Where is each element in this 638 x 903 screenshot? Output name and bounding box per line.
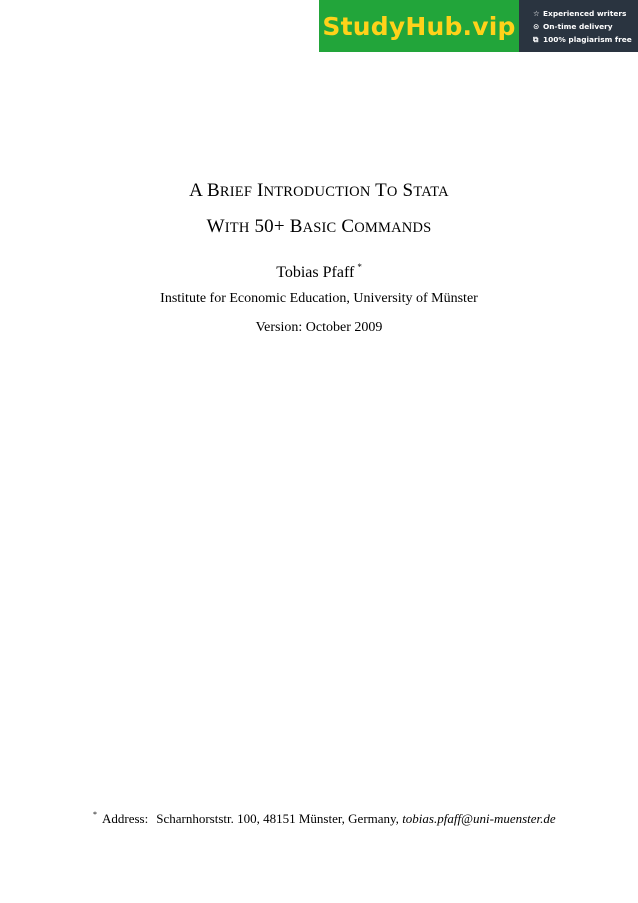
- email-address: tobias.pfaff@uni-muenster.de: [402, 811, 556, 826]
- footnote-mark: *: [357, 262, 362, 272]
- document-title-line-1: A BRIEF INTRODUCTION TO STATA: [189, 180, 449, 201]
- feature-on-time-delivery: ⊙ On-time delivery: [533, 21, 613, 31]
- document-title-line-2: WITH 50+ BASIC COMMANDS: [206, 216, 432, 237]
- author-affiliation: Institute for Economic Education, University of Münster: [160, 291, 478, 306]
- watermark-banner: [319, 0, 638, 52]
- footnote: * Address: Scharnhorststr. 100, 48151 Münster, Germany, tobias.pfaff@uni-muenster.de: [93, 810, 556, 826]
- author-name: Tobias Pfaff *: [276, 262, 362, 281]
- feature-plagiarism-free: ⧉ 100% plagiarism free: [533, 34, 632, 44]
- feature-experienced-writers: ☆ Experienced writers: [533, 8, 627, 18]
- brand-logo: [319, 0, 519, 52]
- feature-list: [519, 0, 638, 52]
- document-version: Version: October 2009: [255, 320, 383, 335]
- clock-icon: ⊙: [533, 21, 540, 31]
- brand-name: StudyHub.vip: [322, 11, 516, 41]
- star-outline-icon: ☆: [533, 8, 540, 18]
- copy-icon: ⧉: [533, 34, 539, 44]
